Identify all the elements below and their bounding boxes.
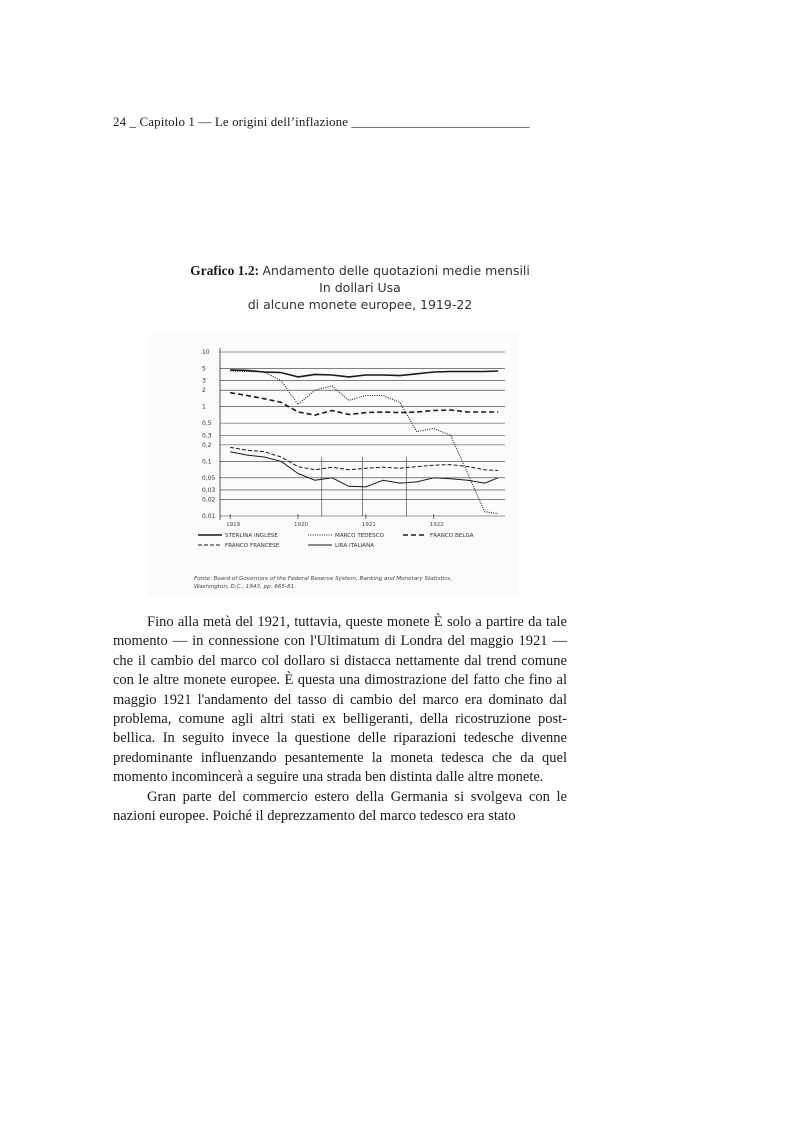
- figure-title: Andamento delle quotazioni medie mensili: [262, 263, 530, 278]
- chart-source-line-1: Fonte: Board of Governors of the Federal Reserve System, Banking and Monetary Statistics,: [194, 576, 452, 582]
- chart-legend: [198, 533, 474, 549]
- x-tick-label-1: 1920: [294, 522, 309, 528]
- y-tick-label-12: 0,01: [202, 513, 216, 520]
- paragraph-2: Gran parte del commercio estero della Germania si svolgeva con le nazioni europee. Poiché il deprezzamento del marco tedesco era stato: [113, 788, 567, 825]
- y-tick-label-9: 0,05: [202, 474, 216, 482]
- figure-subtitle-2: di alcune monete europee, 1919-22: [247, 297, 473, 312]
- legend-label-1: MARCO TEDESCO: [335, 533, 384, 539]
- series-line-marco-tedesco: [230, 371, 498, 514]
- y-tick-label-0: 10: [202, 349, 210, 356]
- running-head: 24 _ Capitolo 1 — Le origini dell’inflazione ___________________________: [113, 114, 530, 129]
- line-chart: [148, 334, 518, 596]
- y-tick-label-6: 0,3: [202, 432, 212, 440]
- chart-scan: [148, 334, 518, 596]
- legend-label-4: LIRA ITALIANA: [335, 543, 375, 549]
- y-tick-label-10: 0,03: [202, 486, 216, 494]
- figure-caption: [140, 262, 580, 313]
- y-tick-label-11: 0,02: [202, 496, 216, 504]
- chart-series: [230, 370, 498, 514]
- y-tick-label-8: 0,1: [202, 458, 212, 466]
- paragraph-1: Fino alla metà del 1921, tuttavia, queste monete È solo a partire da tale momento — in connessione con l'Ultimatum di Londra del maggio 1921 — che il cambio del marco col dollaro si distacca nettamente dal trend comune con le altre monete europee. È questa una dimostrazione del fatto che fino al maggio 1921 l'andamento del tasso di cambio del marco era dominato dal problema, comune agli altri stati ex belligeranti, della ricostruzione post-bellica. In seguito invece la questione delle riparazioni tedesche divenne predominante influenzando pesantemente la moneta tedesca che da quel momento incomincerà a seguire una strada ben distinta dalle altre monete.: [113, 614, 567, 786]
- y-tick-label-2: 3: [202, 377, 206, 385]
- legend-label-2: FRANCO BELGA: [430, 533, 474, 539]
- y-tick-label-7: 0,2: [202, 441, 212, 449]
- figure-subtitle-1: In dollari Usa: [319, 280, 401, 295]
- y-tick-label-4: 1: [202, 403, 206, 411]
- series-line-franco-belga: [230, 393, 498, 415]
- x-tick-label-2: 1921: [361, 522, 376, 528]
- y-tick-label-5: 0,5: [202, 420, 212, 428]
- y-axis-ticks: [202, 349, 216, 520]
- figure-label: Grafico 1.2:: [190, 263, 260, 278]
- legend-label-0: STERLINA INGLESE: [225, 533, 278, 539]
- chart-source-line-2: Washington, D.C., 1943, pp. 665-81.: [194, 584, 296, 590]
- legend-label-3: FRANCO FRANCESE: [225, 543, 280, 549]
- series-line-sterlina-inglese: [230, 370, 498, 377]
- series-line-lira-italiana: [230, 452, 498, 487]
- y-tick-label-1: 5: [202, 365, 206, 373]
- y-tick-label-3: 2: [202, 387, 206, 395]
- body-text: [113, 613, 567, 826]
- x-tick-label-0: 1919: [226, 522, 241, 528]
- x-tick-label-3: 1922: [429, 522, 444, 528]
